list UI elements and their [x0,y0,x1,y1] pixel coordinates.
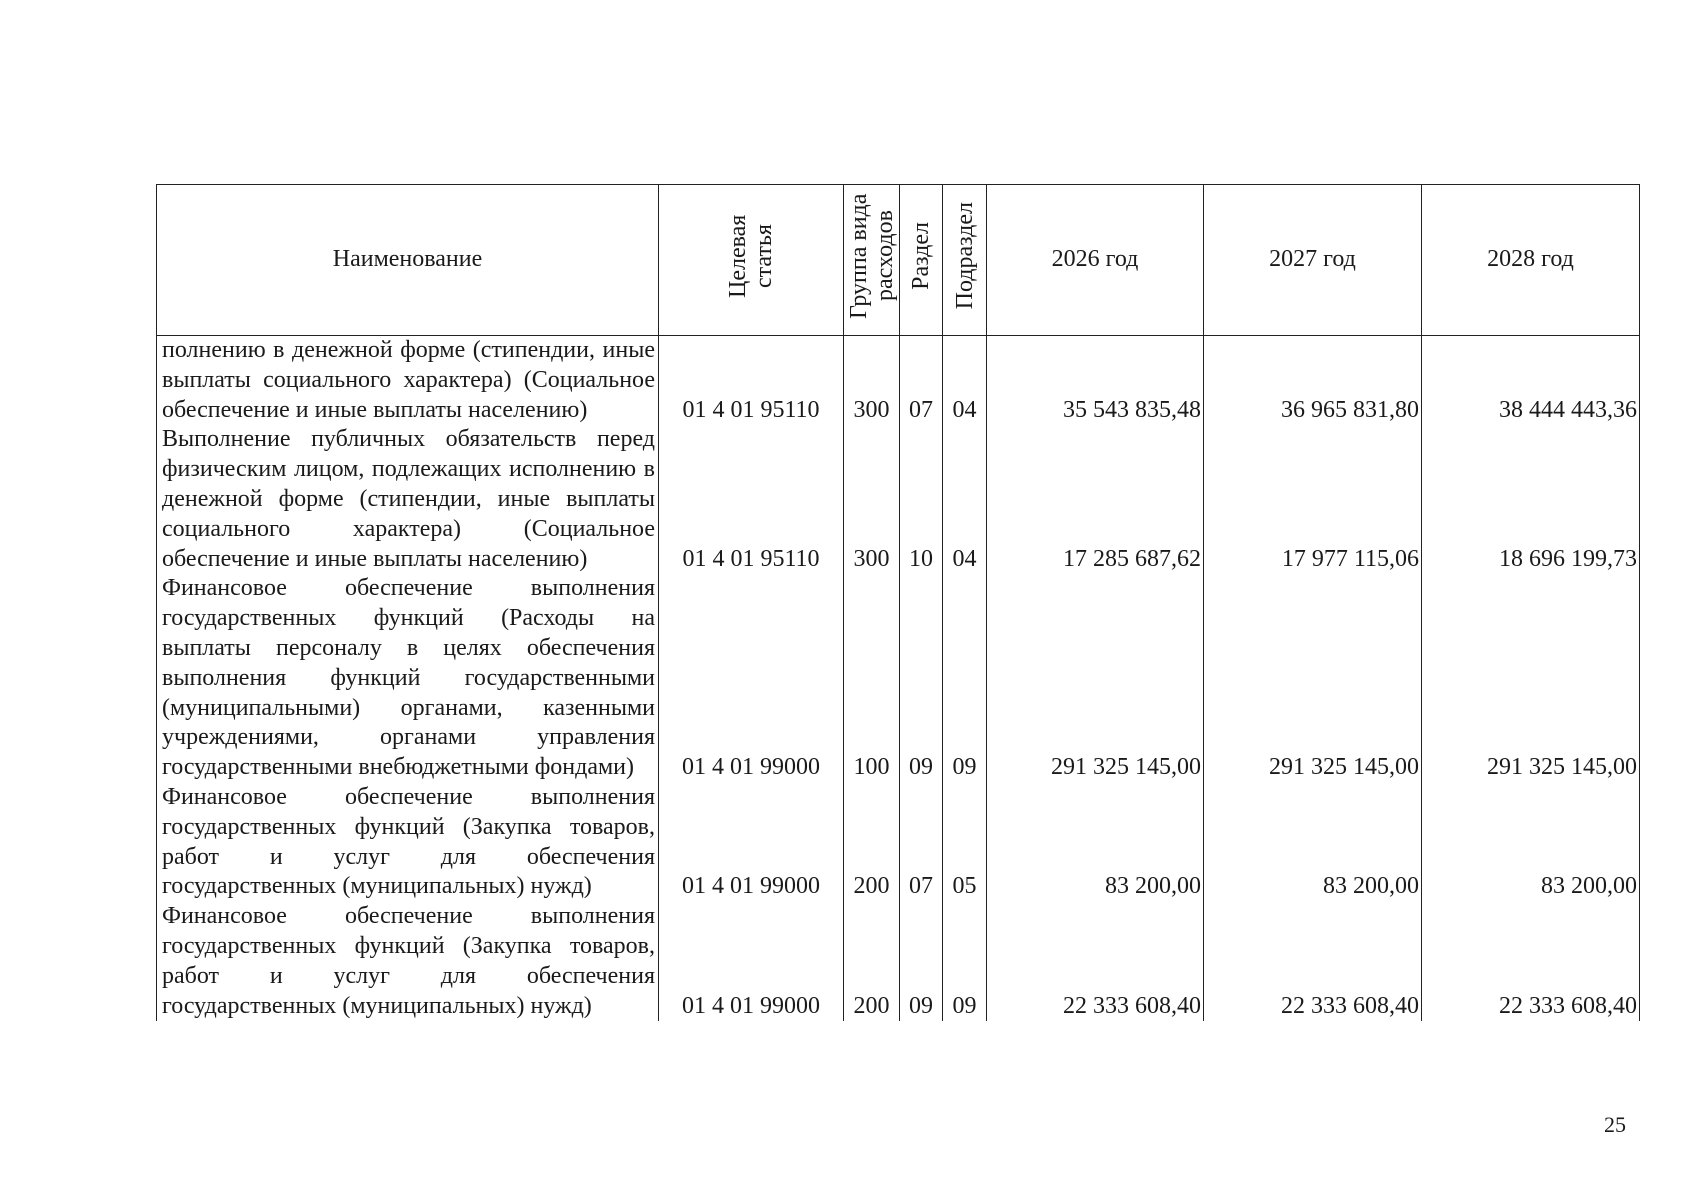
row-2028: 38 444 443,36 [1422,336,1640,426]
header-year-2027: 2027 год [1204,185,1422,336]
row-section: 07 [900,336,943,426]
table-row [157,574,1640,783]
header-subsection [943,185,987,336]
row-section: 07 [900,783,943,902]
row-section: 09 [900,574,943,783]
row-group: 100 [844,574,900,783]
row-group: 200 [844,902,900,1021]
row-2027: 83 200,00 [1204,783,1422,902]
table-row [157,336,1640,426]
row-2026: 22 333 608,40 [987,902,1204,1021]
row-2027: 36 965 831,80 [1204,336,1422,426]
row-subsection: 09 [943,902,987,1021]
row-name: Финансовое обеспечение выполнения государственных функций (Закупка товаров, работ и услуг для обеспечения государственных (муниципальных) нужд) [157,902,659,1021]
row-2028: 83 200,00 [1422,783,1640,902]
row-group: 300 [844,336,900,426]
row-code: 01 4 01 99000 [659,574,844,783]
row-subsection: 05 [943,783,987,902]
row-subsection: 04 [943,425,987,574]
row-2027: 22 333 608,40 [1204,902,1422,1021]
header-subsection-label: Подраздел [951,201,978,310]
row-name: Финансовое обеспечение выполнения государственных функций (Закупка товаров, работ и услуг для обеспечения государственных (муниципальных) нужд) [157,783,659,902]
table-row [157,425,1640,574]
header-name: Наименование [157,185,659,336]
row-code: 01 4 01 95110 [659,336,844,426]
row-2028: 22 333 608,40 [1422,902,1640,1021]
row-2028: 291 325 145,00 [1422,574,1640,783]
row-subsection: 04 [943,336,987,426]
row-group: 200 [844,783,900,902]
row-2026: 35 543 835,48 [987,336,1204,426]
row-name: полнению в денежной форме (стипендии, иные выплаты социального характера) (Социальное обеспечение и иные выплаты населению) [157,336,659,426]
row-2026: 17 285 687,62 [987,425,1204,574]
header-expense-group [844,185,900,336]
header-target-article-label: Целевая статья [725,213,777,298]
row-name: Выполнение публичных обязательств перед физическим лицом, подлежащих исполнению в денежной форме (стипендии, иные выплаты социального характера) (Социальное обеспечение и иные выплаты населению) [157,425,659,574]
budget-table [156,184,1640,1021]
header-section-label: Раздел [908,221,934,290]
row-code: 01 4 01 99000 [659,902,844,1021]
row-name: Финансовое обеспечение выполнения государственных функций (Расходы на выплаты персоналу в целях обеспечения выполнения функций государственными (муниципальными) органами, казенными учреждениями, органами управления государственными внебюджетными фондами) [157,574,659,783]
header-section [900,185,943,336]
row-2027: 291 325 145,00 [1204,574,1422,783]
row-code: 01 4 01 99000 [659,783,844,902]
row-group: 300 [844,425,900,574]
table-header-row [157,185,1640,336]
row-2027: 17 977 115,06 [1204,425,1422,574]
table-row [157,902,1640,1021]
row-2026: 83 200,00 [987,783,1204,902]
row-code: 01 4 01 95110 [659,425,844,574]
row-2026: 291 325 145,00 [987,574,1204,783]
row-2028: 18 696 199,73 [1422,425,1640,574]
header-year-2026: 2026 год [987,185,1204,336]
header-year-2028: 2028 год [1422,185,1640,336]
page-number: 25 [1604,1112,1626,1137]
row-section: 10 [900,425,943,574]
header-target-article [659,185,844,336]
row-subsection: 09 [943,574,987,783]
header-expense-group-label: Группа вида расходов [845,192,898,319]
row-section: 09 [900,902,943,1021]
table-row [157,783,1640,902]
